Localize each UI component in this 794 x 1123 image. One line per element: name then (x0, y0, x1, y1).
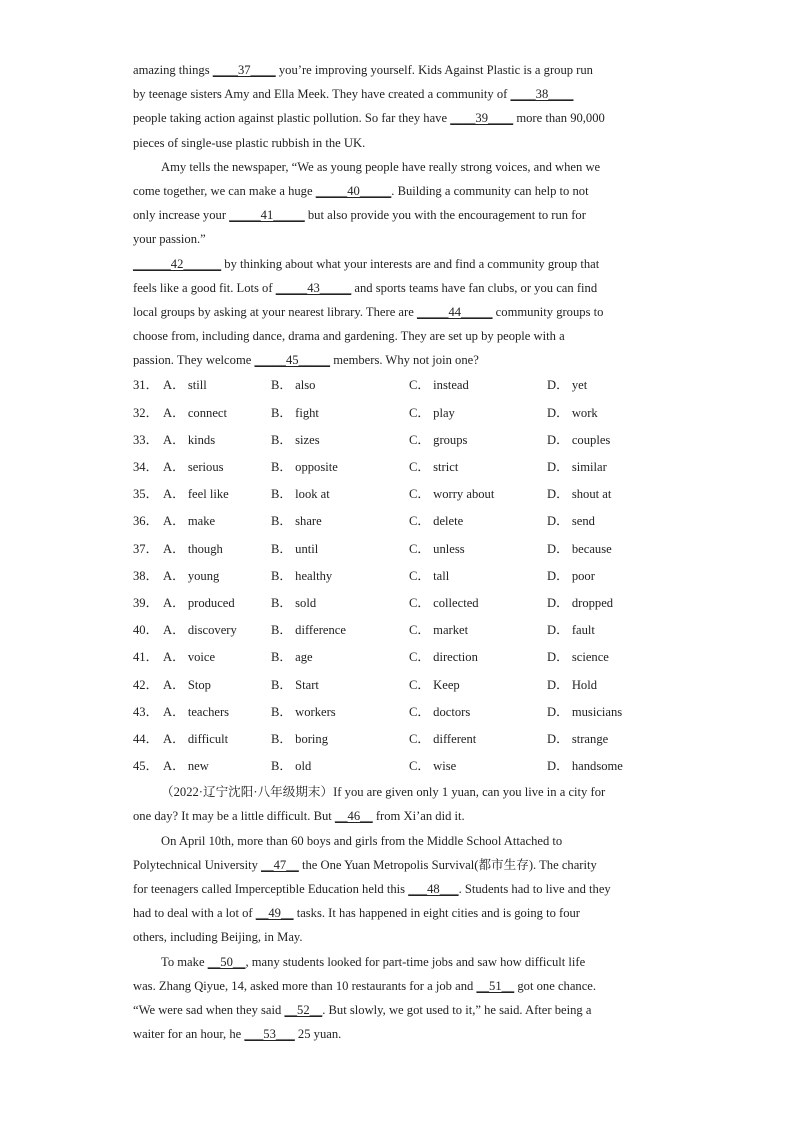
line-text-before: “We were sad when they said (133, 1002, 285, 1017)
option-c: C． different (409, 731, 477, 746)
option-row (133, 536, 663, 563)
line-text-before: waiter for an hour, he (133, 1027, 245, 1042)
text-line (133, 998, 663, 1022)
line-text-before: others, including Beijing, in May. (133, 930, 303, 945)
option-b: B． difference (271, 623, 346, 638)
option-row (133, 644, 663, 671)
option-a: A． difficult (163, 731, 229, 746)
option-d: D． dropped (547, 595, 614, 610)
answer-blank: __49__ (255, 906, 294, 921)
line-text-before: only increase your (133, 208, 230, 223)
option-d: D． send (547, 514, 595, 529)
answer-blank: ____37____ (212, 63, 276, 77)
option-row (133, 427, 663, 454)
option-d: D． handsome (547, 759, 623, 774)
text-line (133, 877, 663, 901)
option-a: A． teachers (163, 704, 230, 719)
line-text-before: was. Zhang Qiyue, 14, asked more than 10 restaurants for a job and (133, 978, 477, 993)
answer-blank: _____45_____ (254, 353, 331, 368)
text-line (133, 155, 663, 179)
option-a: A． discovery (163, 623, 237, 638)
line-text-before: local groups by asking at your nearest library. There are (133, 304, 417, 319)
option-d: D． fault (547, 623, 595, 638)
question-number: 45． (133, 759, 159, 774)
option-c: C． instead (409, 378, 469, 393)
option-row (133, 481, 663, 508)
text-line (133, 106, 663, 130)
option-b: B． fight (271, 405, 319, 420)
option-c: C． worry about (409, 487, 495, 502)
option-a: A． new (163, 759, 209, 774)
text-line (133, 1022, 663, 1046)
option-row (133, 590, 663, 617)
text-line (133, 203, 663, 227)
option-c: C． strict (409, 460, 459, 474)
option-row (133, 508, 663, 535)
option-d: D． because (547, 541, 612, 556)
option-c: C． unless (409, 541, 465, 556)
answer-blank: ___48___ (408, 882, 459, 896)
answer-blank: __47__ (261, 857, 299, 872)
line-text-before: one day? It may be a little difficult. But (133, 809, 335, 824)
option-b: B． sold (271, 595, 317, 610)
line-text-before: feels like a good fit. Lots of (133, 280, 276, 295)
option-b: B． old (271, 759, 312, 774)
option-c: C． direction (409, 650, 478, 665)
option-d: D． work (547, 405, 598, 420)
answer-blank: __46__ (334, 809, 373, 824)
text-line (133, 324, 663, 348)
question-number: 36． (133, 514, 159, 529)
line-text-before: by teenage sisters Amy and Ella Meek. They have created a community of (133, 87, 511, 102)
option-c: C． groups (409, 432, 468, 447)
option-row (133, 699, 663, 726)
answer-blank: ______42______ (133, 256, 222, 271)
question-number: 41． (133, 650, 159, 665)
line-text-before: for teenagers called Imperceptible Education held this (133, 882, 409, 896)
option-row (133, 617, 663, 644)
option-c: C． doctors (409, 704, 471, 719)
line-text-after: 25 yuan. (294, 1027, 342, 1042)
option-b: B． boring (271, 731, 329, 746)
option-c: C． wise (409, 759, 457, 774)
option-b: B． also (271, 378, 316, 393)
line-text-after: members. Why not join one? (330, 353, 479, 368)
question-number: 32． (133, 405, 159, 420)
line-text-after: more than 90,000 (513, 111, 605, 126)
question-number: 43． (133, 704, 159, 719)
option-c: C． market (409, 623, 469, 638)
option-c: C． tall (409, 568, 450, 583)
text-line (133, 974, 663, 998)
option-a: A． kinds (163, 432, 216, 447)
option-c: C． delete (409, 514, 464, 529)
option-d: D． yet (547, 378, 588, 393)
line-text-before: （2022·辽宁沈阳·八年级期末）If you are given only 1 yuan, can you live in a city for (161, 785, 606, 800)
answer-blank: _____41_____ (229, 208, 305, 223)
text-line (133, 82, 663, 106)
question-number: 42． (133, 677, 159, 692)
option-b: B． healthy (271, 568, 333, 583)
option-a: A． serious (163, 460, 224, 474)
option-a: A． produced (163, 595, 235, 610)
option-d: D． strange (547, 731, 609, 746)
line-text-before: had to deal with a lot of (133, 906, 256, 921)
question-number: 38． (133, 568, 159, 583)
option-row (133, 563, 663, 590)
option-c: C． play (409, 405, 455, 420)
text-line (133, 227, 663, 251)
line-text-after: the One Yuan Metropolis Survival(都市生存). The charity (298, 857, 597, 872)
line-text-after: you’re improving yourself. Kids Against Plastic is a group run (275, 63, 593, 77)
option-a: A． feel like (163, 487, 229, 502)
text-line (133, 348, 663, 372)
answer-blank: _____43_____ (275, 280, 352, 295)
question-number: 44． (133, 731, 159, 746)
option-b: B． share (271, 514, 322, 529)
option-a: A． though (163, 541, 223, 556)
option-d: D． similar (547, 460, 607, 474)
option-b: B． Start (271, 677, 319, 692)
line-text-before: passion. They welcome (133, 353, 255, 368)
option-d: D． shout at (547, 487, 612, 502)
line-text-after: . Students had to live and they (458, 882, 611, 896)
line-text-after: community groups to (492, 304, 604, 319)
option-b: B． sizes (271, 432, 320, 447)
option-a: A． make (163, 514, 216, 529)
line-text-after: , many students looked for part-time jobs and saw how difficult life (245, 954, 586, 969)
text-line (133, 901, 663, 925)
answer-blank: _____40_____ (315, 183, 392, 198)
answer-blank: __50__ (207, 954, 246, 969)
option-row (133, 672, 663, 699)
option-d: D． musicians (547, 704, 623, 719)
text-line (133, 780, 663, 804)
text-line (133, 925, 663, 949)
answer-blank: __51__ (476, 978, 515, 993)
option-d: D． Hold (547, 677, 598, 692)
option-b: B． age (271, 650, 313, 665)
answer-blank: _____44_____ (416, 304, 493, 319)
line-text-before: amazing things (133, 63, 213, 77)
option-b: B． workers (271, 704, 336, 719)
passage-two (133, 780, 663, 1046)
option-a: A． young (163, 568, 220, 583)
option-a: A． connect (163, 405, 227, 420)
line-text-before: choose from, including dance, drama and gardening. They are set up by people with a (133, 329, 565, 344)
text-line (133, 950, 663, 974)
line-text-before: pieces of single-use plastic rubbish in the UK. (133, 135, 366, 150)
line-text-after: and sports teams have fan clubs, or you can find (351, 280, 598, 295)
options-list (133, 372, 663, 780)
line-text-after: . But slowly, we got used to it,” he said. After being a (322, 1002, 592, 1017)
option-d: D． science (547, 650, 609, 665)
option-c: C． collected (409, 595, 479, 610)
answer-blank: __52__ (284, 1002, 323, 1017)
line-text-after: but also provide you with the encouragement to run for (304, 208, 586, 223)
option-row (133, 726, 663, 753)
line-text-after: tasks. It has happened in eight cities and is going to four (293, 906, 580, 921)
text-line (133, 853, 663, 877)
answer-blank: ____38____ (510, 87, 574, 102)
answer-blank: ___53___ (244, 1027, 295, 1042)
line-text-before: On April 10th, more than 60 boys and girls from the Middle School Attached to (161, 833, 563, 848)
line-text-before: come together, we can make a huge (133, 183, 316, 198)
option-row (133, 454, 663, 481)
line-text-before: Amy tells the newspaper, “We as young people have really strong voices, and when we (161, 159, 601, 174)
text-line (133, 131, 663, 155)
question-number: 35． (133, 487, 159, 502)
question-number: 33． (133, 432, 159, 447)
option-a: A． Stop (163, 677, 211, 692)
option-row (133, 753, 663, 780)
option-d: D． couples (547, 432, 611, 447)
text-line (133, 804, 663, 828)
text-line (133, 179, 663, 203)
line-text-after: by thinking about what your interests are and find a community group that (221, 256, 600, 271)
answer-blank: ____39____ (450, 111, 514, 126)
option-row (133, 400, 663, 427)
question-number: 39． (133, 595, 159, 610)
text-line (133, 252, 663, 276)
option-row (133, 372, 663, 399)
line-text-after: from Xi’an did it. (372, 809, 465, 824)
option-c: C． Keep (409, 677, 460, 692)
line-text-before: people taking action against plastic pollution. So far they have (133, 111, 451, 126)
line-text-before: your passion.” (133, 232, 206, 247)
text-line (133, 58, 663, 82)
question-number: 37． (133, 541, 159, 556)
option-b: B． until (271, 541, 319, 556)
option-b: B． look at (271, 487, 330, 502)
passage-one (133, 58, 663, 372)
line-text-before: Polytechnical University (133, 857, 262, 872)
question-number: 31． (133, 378, 159, 393)
option-a: A． voice (163, 650, 216, 665)
line-text-before: To make (161, 954, 208, 969)
document-page (133, 58, 663, 1046)
text-line (133, 300, 663, 324)
line-text-after: got one chance. (514, 978, 597, 993)
question-number: 34． (133, 460, 159, 474)
text-line (133, 276, 663, 300)
option-d: D． poor (547, 568, 595, 583)
option-b: B． opposite (271, 460, 338, 474)
line-text-after: . Building a community can help to not (391, 183, 589, 198)
option-a: A． still (163, 378, 207, 393)
text-line (133, 829, 663, 853)
question-number: 40． (133, 623, 159, 638)
